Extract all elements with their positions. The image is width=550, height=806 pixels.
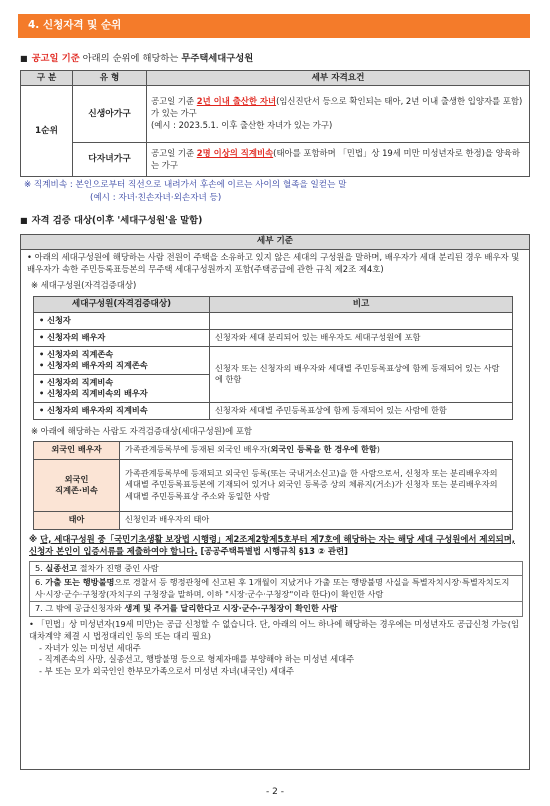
heading-rank-criteria: ■ 공고일 기준 아래의 순위에 해당하는 무주택세대구성원 (20, 53, 254, 64)
square-bullet-icon: ■ (20, 54, 28, 63)
include-text: 가족관계등록부에 등재된 외국인 배우자(외국인 등록을 한 경우에 한함) (120, 441, 513, 459)
rank-cell: 1순위 (21, 86, 73, 177)
minor-item: - 자녀가 있는 미성년 세대주 (39, 642, 141, 653)
detail-intro: • 아래의 세대구성원에 해당하는 사람 전원이 주택을 소유하고 있지 않은 세대의 구성원을 말하며, 배우자가 세대 분리된 경우 배우자 및 배우자가 속한 주민등록표등본의 무주택 세대구성원까지 포함(주택공급에 관한 규칙 제2조 제4호) (27, 252, 520, 274)
member-cell: • 신청자의 배우자의 직계비속 (34, 402, 210, 419)
rank-table-header: 구 분 (21, 71, 73, 86)
member-cell: • 신청자의 직계존속 • 신청자의 배우자의 직계존속 (34, 346, 210, 374)
requirement-cell: 공고일 기준 2명 이상의 직계비속(태아를 포함하며 「민법」상 19세 미만 미성년자로 한정)을 양육하는 가구 (147, 143, 530, 177)
include-text: 가족관계등록부에 등재되고 외국인 등록(또는 국내거소신고)을 한 사람으로서, 신청자 또는 분리배우자의 세대별 주민등록표등본에 기재되어 있거나 외국인 등록증 상의 체류지(거소)가 신청자 또는 분리배우자의 세대별 주민등록표상 주소와 동일한 사람 (120, 459, 513, 511)
square-bullet-icon: ■ (20, 216, 28, 225)
member-cell: • 신청자 (34, 312, 210, 329)
include-label: 외국인 직계존·비속 (34, 459, 120, 511)
exclude-item: 7. 그 밖에 공급신청자와 생계 및 주거를 달리한다고 시장·군수·구청장이 확인한 사람 (30, 602, 523, 617)
page-number: - 2 - (266, 787, 284, 797)
exclude-item: 5. 실종선고 절차가 진행 중인 사람 (30, 561, 523, 576)
remark-cell (210, 312, 513, 329)
include-note: ※ 아래에 해당하는 사람도 자격검증대상(세대구성원)에 포함 (31, 425, 253, 436)
members-table (33, 296, 513, 420)
rank-table-header: 유 형 (73, 71, 147, 86)
members-table-header: 비고 (210, 296, 513, 312)
members-note: ※ 세대구성원(자격검증대상) (31, 279, 137, 290)
include-label: 외국인 배우자 (34, 441, 120, 459)
minor-item: - 부 또는 모가 외국인인 한부모가족으로서 미성년 자녀(내국인) 세대주 (39, 666, 294, 677)
member-cell: • 신청자의 직계비속 • 신청자의 직계비속의 배우자 (34, 374, 210, 402)
exclude-note: ※ 단, 세대구성원 중「국민기초생활 보장법 시행령」제2조제2항제5호부터 제7호에 해당하는 자는 해당 세대 구성원에서 제외되며, 신청자 본인이 입증서류를 제출하여야 함니다. [공공주택특별법 시행규칙 §13 ② 관련] (29, 533, 515, 556)
heading-verification-target: ■ 자격 검증 대상(이후 '세대구성원'을 말함) (20, 215, 203, 226)
lineal-descendant-note: ※ 직계비속 : 본인으로부터 직선으로 내려가서 후손에 이르는 사이의 혈족을 일컫는 말 (예시 : 자녀·친손자녀·외손자녀 등) (24, 180, 347, 204)
remark-cell: 신청자 또는 신청자의 배우자와 세대별 주민등록표상에 함께 등재되어 있는 사람에 한함 (210, 346, 513, 402)
minor-intro: • 「민법」상 미성년자(19세 미만)는 공급 신청할 수 없습니다. 단, 아래의 어느 하나에 해당하는 경우에는 미성년자도 공급신청 가능(임대차계약 체결 시 법정대리인 동의 또는 대리 필요) (29, 619, 519, 641)
minor-section (21, 617, 529, 678)
remark-cell: 신청자와 세대 분리되어 있는 배우자도 세대구성원에 포함 (210, 329, 513, 346)
detail-header: 세부 기준 (21, 235, 529, 250)
exclude-table (29, 561, 523, 618)
rank-table-header: 세부 자격요건 (147, 71, 530, 86)
detail-criteria-box (20, 234, 530, 770)
section-title: 4. 신청자격 및 순위 (18, 14, 530, 38)
minor-item: - 직계존속의 사망, 실종선고, 행방불명 등으로 형제자매를 부양해야 하는 미성년 세대주 (39, 654, 355, 665)
exclude-item: 6. 가출 또는 행방불명으로 경찰서 등 행정관청에 신고된 후 1개월이 지났거나 가출 또는 행방불명 사실을 특별자치시장·특별자치도지사·시장·군수·구청장(자치구의 구청장을 말하며, 이하 "시장·군수·구청장"이라 한다)이 확인한 사람 (30, 576, 523, 602)
member-cell: • 신청자의 배우자 (34, 329, 210, 346)
requirement-cell: 공고일 기준 2년 이내 출산한 자녀(임신진단서 등으로 확인되는 태아, 2년 이내 출생한 입양자를 포함)가 있는 가구 (예시 : 2023.5.1. 이후 출산한 자녀가 있는 가구) (147, 86, 530, 143)
rank-table (20, 70, 530, 177)
members-table-header: 세대구성원(자격검증대상) (34, 296, 210, 312)
include-label: 태아 (34, 511, 120, 529)
include-text: 신청인과 배우자의 태아 (120, 511, 513, 529)
type-cell: 신생아가구 (73, 86, 147, 143)
include-table (33, 441, 513, 530)
remark-cell: 신청자와 세대별 주민등록표상에 함께 등재되어 있는 사람에 한함 (210, 402, 513, 419)
type-cell: 다자녀가구 (73, 143, 147, 177)
